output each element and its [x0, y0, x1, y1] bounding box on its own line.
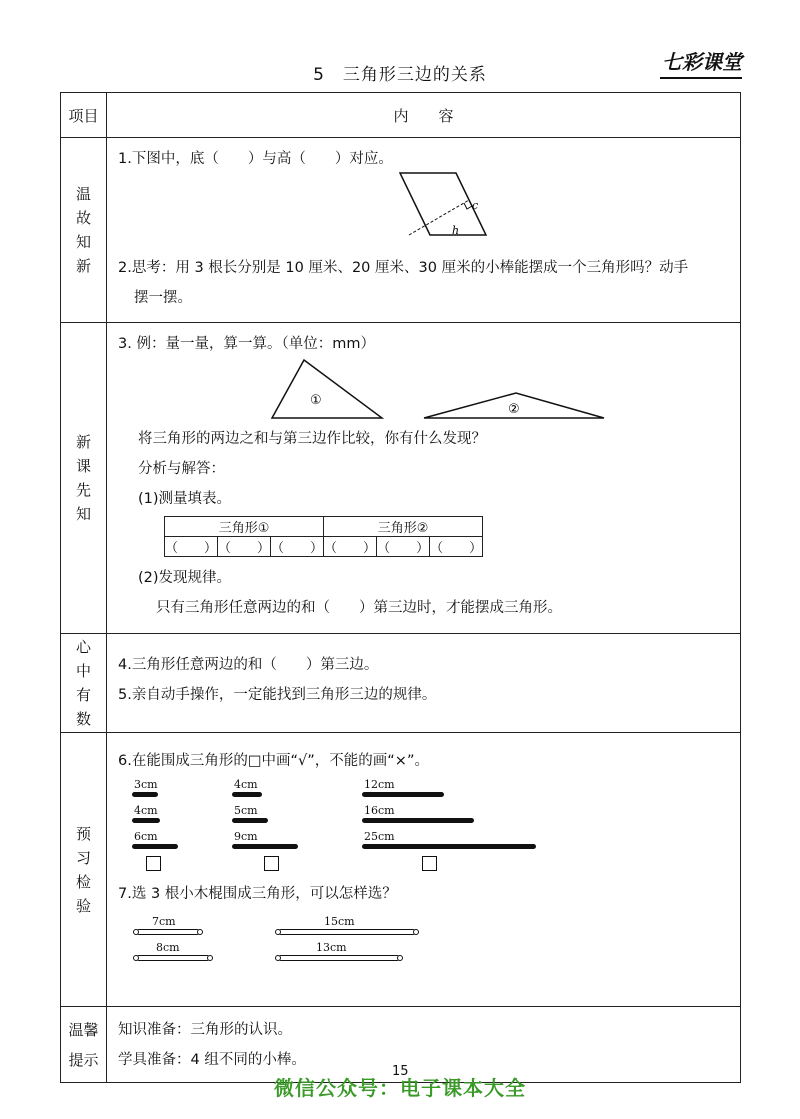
triangle-1-shape — [272, 360, 382, 418]
step-2: (2)发现规律。 — [138, 570, 232, 586]
section-summary-content — [107, 634, 741, 733]
wood-stick-label: 13cm — [316, 941, 347, 954]
stick-bar — [132, 792, 158, 797]
height-line — [409, 200, 469, 235]
stick-bar — [232, 818, 268, 823]
stick-bar — [362, 844, 536, 849]
wood-stick — [278, 929, 416, 935]
header-item: 项目 — [68, 106, 99, 125]
answer-checkbox[interactable] — [146, 856, 161, 871]
question-2-line2: 摆一摆。 — [134, 290, 192, 306]
section-label-check: 预习检验 — [75, 824, 91, 915]
rule-statement: 只有三角形任意两边的和（ ）第三边时，才能摆成三角形。 — [156, 600, 562, 616]
section-label-cell — [61, 733, 107, 1007]
analysis-label: 分析与解答： — [138, 461, 225, 477]
triangle-2-figure — [420, 390, 610, 420]
section-label-tips: 温馨提示 — [68, 1020, 99, 1069]
answer-checkbox[interactable] — [264, 856, 279, 871]
section-new-lesson-content — [107, 323, 741, 634]
label-c: c — [472, 199, 479, 212]
question-2-line1: 2.思考：用 3 根长分别是 10 厘米、20 厘米、30 厘米的小棒能摆成一个三角形吗？动手 — [118, 260, 689, 276]
wood-stick-label: 15cm — [324, 915, 355, 928]
brand-logo: 七彩课堂 — [662, 46, 742, 75]
stick-bar — [132, 844, 178, 849]
question-4: 4.三角形任意两边的和（ ）第三边。 — [118, 657, 379, 673]
page-number: 15 — [392, 1064, 409, 1079]
section-label-cell — [61, 138, 107, 323]
stick-bar — [362, 818, 474, 823]
step-1: (1)测量填表。 — [138, 491, 232, 507]
section-label-cell — [61, 634, 107, 733]
stick-bar — [232, 792, 262, 797]
section-label-summary: 心中有数 — [75, 638, 91, 728]
header-content-cell — [107, 93, 741, 138]
measure-cell[interactable]: （ ） — [165, 537, 218, 557]
answer-checkbox[interactable] — [422, 856, 437, 871]
stick-bar — [232, 844, 298, 849]
tip-materials: 学具准备：4 组不同的小棒。 — [118, 1052, 306, 1068]
stick-label: 4cm — [134, 804, 158, 817]
measure-header-tri1: 三角形① — [165, 517, 324, 537]
triangle-1-figure — [268, 354, 388, 424]
stick-label: 9cm — [234, 830, 258, 843]
stick-label: 3cm — [134, 778, 158, 791]
section-check-content — [107, 733, 741, 1007]
question-5: 5.亲自动手操作，一定能找到三角形三边的规律。 — [118, 687, 437, 703]
measure-cell[interactable]: （ ） — [430, 537, 483, 557]
stick-label: 16cm — [364, 804, 395, 817]
stick-bar — [362, 792, 444, 797]
page-title: 5 三角形三边的关系 — [313, 65, 487, 85]
measure-cell[interactable]: （ ） — [218, 537, 271, 557]
stick-label: 5cm — [234, 804, 258, 817]
measure-table — [164, 516, 483, 557]
measure-cell[interactable]: （ ） — [377, 537, 430, 557]
stick-label: 6cm — [134, 830, 158, 843]
parallelogram-figure — [392, 169, 492, 239]
section-review-content — [107, 138, 741, 323]
stick-label: 12cm — [364, 778, 395, 791]
wood-stick-label: 7cm — [152, 915, 176, 928]
stick-label: 25cm — [364, 830, 395, 843]
question-3: 3. 例：量一量，算一算。（单位：mm） — [118, 336, 375, 352]
worksheet-table — [60, 92, 741, 1083]
question-6: 6.在能围成三角形的□中画“√”，不能的画“×”。 — [118, 753, 429, 769]
stick-label: 4cm — [234, 778, 258, 791]
stick-bar — [132, 818, 160, 823]
wood-stick — [136, 955, 210, 961]
wood-stick-label: 8cm — [156, 941, 180, 954]
watermark: 微信公众号：电子课本大全 — [274, 1076, 526, 1100]
measure-cell[interactable]: （ ） — [271, 537, 324, 557]
measure-header-tri2: 三角形② — [324, 517, 483, 537]
wood-stick — [136, 929, 200, 935]
question-7: 7.选 3 根小木棍围成三角形，可以怎样选？ — [118, 886, 397, 902]
section-label-review: 温故知新 — [75, 185, 91, 275]
label-h: h — [452, 224, 460, 237]
wood-stick — [278, 955, 400, 961]
triangle-1-label: ① — [310, 393, 322, 408]
tip-knowledge: 知识准备：三角形的认识。 — [118, 1022, 292, 1038]
section-label-new-lesson: 新课先知 — [75, 433, 91, 523]
question-1: 1.下图中，底（ ）与高（ ）对应。 — [118, 151, 393, 167]
compare-question: 将三角形的两边之和与第三边作比较，你有什么发现？ — [138, 431, 486, 447]
measure-cell[interactable]: （ ） — [324, 537, 377, 557]
header-item-cell — [61, 93, 107, 138]
section-label-cell — [61, 323, 107, 634]
header-content: 内 容 — [393, 106, 454, 125]
triangle-2-label: ② — [508, 402, 520, 417]
